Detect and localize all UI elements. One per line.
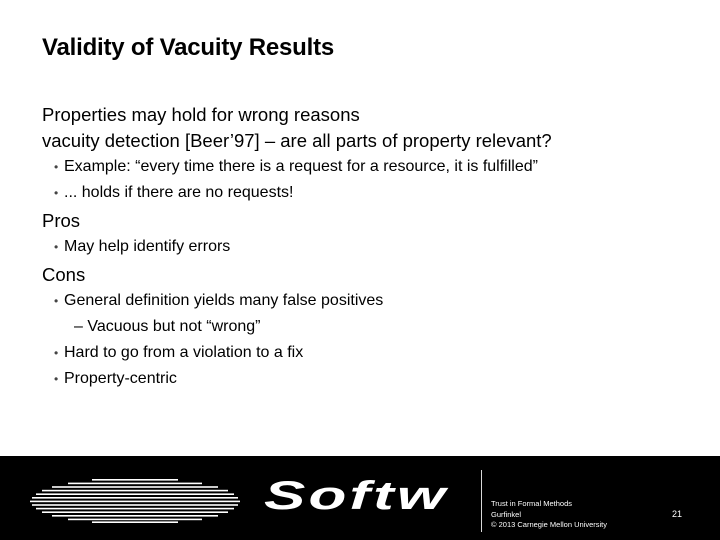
slide-body <box>42 102 702 392</box>
stripes-logo-icon <box>30 479 240 523</box>
bullet-line <box>74 314 702 340</box>
bullet-line <box>54 340 702 366</box>
line-text: Example: “every time there is a request for a resource, it is fulfilled” <box>64 158 538 175</box>
footer-author: Gurfinkel <box>491 509 522 519</box>
line-text: Hard to go from a violation to a fix <box>64 344 304 361</box>
bullet-line <box>42 262 702 288</box>
bullet-icon: • <box>54 160 59 174</box>
bullet-icon: • <box>54 372 59 386</box>
footer-credits <box>491 499 607 531</box>
bullet-icon: • <box>54 240 59 254</box>
bullet-line <box>54 288 702 314</box>
page-number: 21 <box>672 509 683 519</box>
bullet-icon: • <box>54 294 59 308</box>
line-text: Property-centric <box>64 370 177 387</box>
footer-copyright: © 2013 Carnegie Mellon University <box>491 520 607 529</box>
line-text: vacuity detection [Beer’97] – are all parts of property relevant? <box>42 130 552 151</box>
bullet-line <box>42 102 702 128</box>
bullet-icon: • <box>54 186 59 200</box>
bullet-line <box>54 180 702 206</box>
bullet-line <box>54 154 702 180</box>
slide-title: Validity of Vacuity Results <box>42 34 335 61</box>
footer-course: Trust in Formal Methods <box>491 499 572 508</box>
line-text: Properties may hold for wrong reasons <box>42 104 360 125</box>
line-text: Pros <box>42 210 81 231</box>
line-text: – Vacuous but not “wrong” <box>74 318 261 335</box>
bullet-icon: • <box>54 346 59 360</box>
logo-wordmark: Softw <box>264 474 449 518</box>
bullet-line <box>54 234 702 260</box>
bullet-line <box>42 208 702 234</box>
line-text: Cons <box>42 264 86 285</box>
bullet-line <box>42 128 702 154</box>
bullet-line <box>54 366 702 392</box>
line-text: May help identify errors <box>64 238 231 255</box>
footer-divider <box>481 470 482 532</box>
line-text: General definition yields many false positives <box>64 292 384 309</box>
slide-footer <box>0 456 720 540</box>
line-text: ... holds if there are no requests! <box>64 184 294 201</box>
